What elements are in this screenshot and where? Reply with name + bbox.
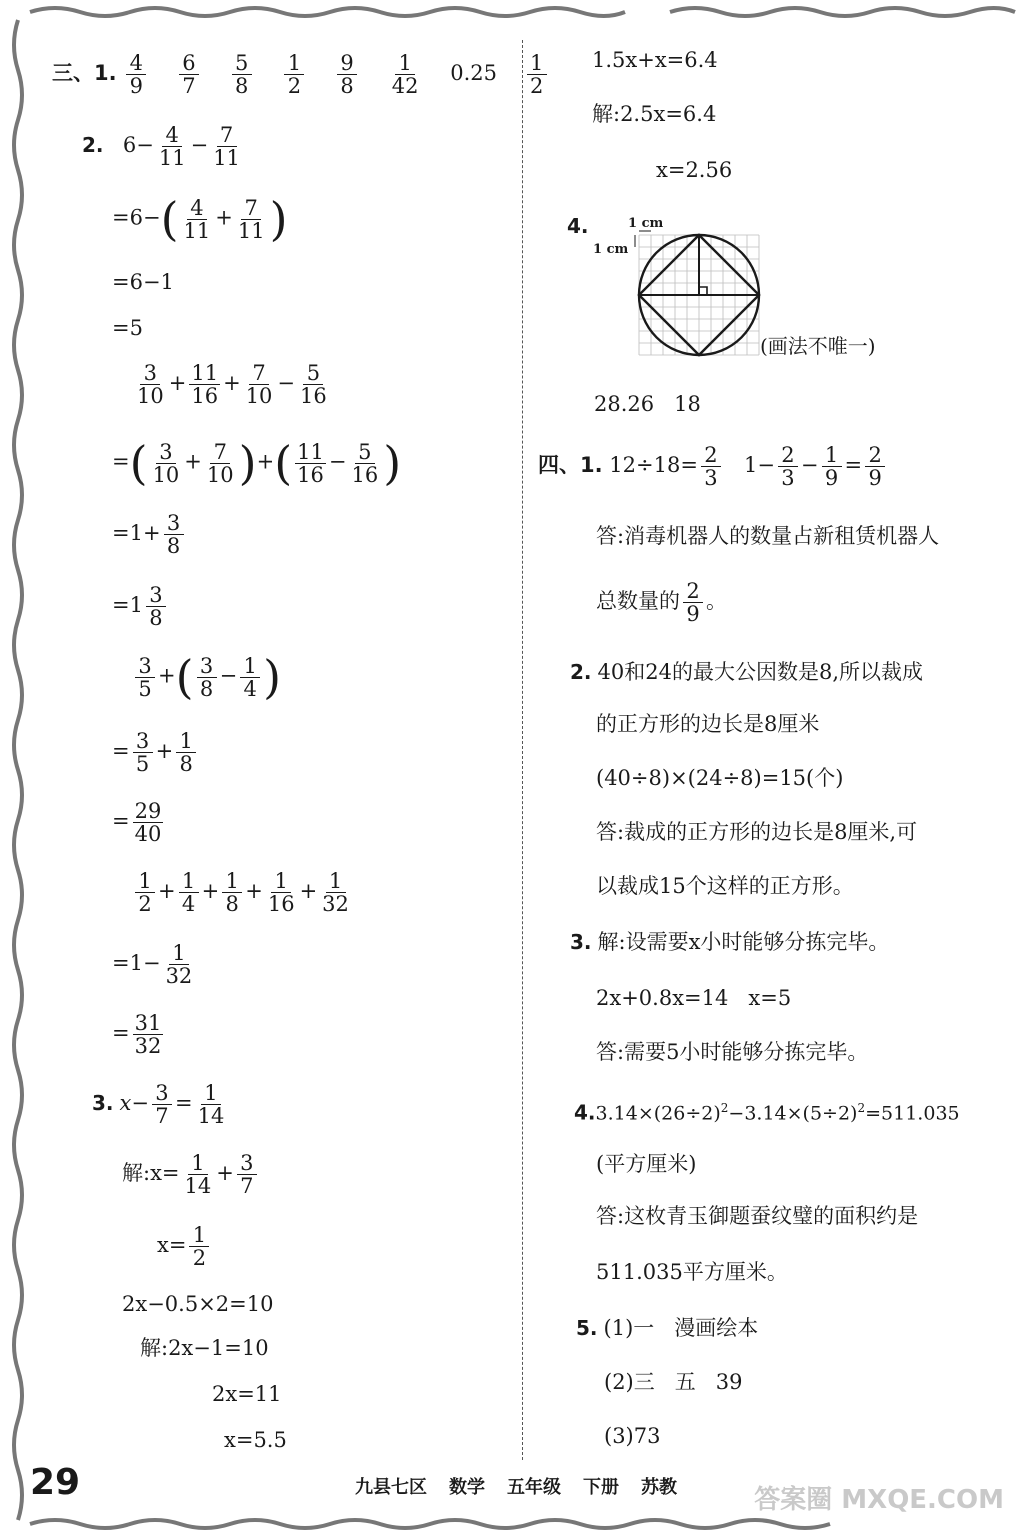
section-label: 三、1.: [52, 61, 117, 85]
decimal-answer: 0.25: [450, 61, 497, 85]
equation-line: 1.5x+x=6.4: [592, 48, 718, 72]
equation-line: 解:x= $\frac{1}{14}$ + $\frac{3}{7}$: [122, 1152, 260, 1197]
equation-line: 解:2.5x=6.4: [592, 102, 717, 126]
equation-line: 2x−0.5×2=10: [122, 1292, 274, 1316]
answer-line: (2)三 五 39: [604, 1370, 743, 1394]
answer-line: (40÷8)×(24÷8)=15(个): [596, 766, 844, 790]
answer-line: 3. 解:设需要x小时能够分拣完毕。: [570, 930, 890, 954]
fraction: $\frac{1}{2}$: [284, 52, 304, 97]
question-number: 2.: [570, 660, 592, 684]
equation-line: =1+ $\frac{3}{8}$: [112, 512, 187, 557]
answer-line: 答:裁成的正方形的边长是8厘米,可: [596, 820, 918, 844]
answer-line: 总数量的 $\frac{2}{9}$ 。: [596, 579, 727, 626]
equation-line: $\frac{1}{2}$ + $\frac{1}{4}$ + $\frac{1}{8}$ + $\frac{1}{16}$ + $\frac{1}{32}$: [132, 870, 354, 915]
page-number: 29: [30, 1462, 81, 1503]
footer-info: 九县七区 数学 五年级 下册 苏教: [355, 1477, 677, 1498]
fraction: $\frac{1}{42}$: [391, 51, 419, 98]
section-label: 四、1.: [538, 453, 603, 477]
answer-line: 511.035平方厘米。: [596, 1260, 788, 1284]
equation-line: =( $\frac{3}{10}$ + $\frac{7}{10}$ )+( $\frac{11}{16}$ − $\frac{5}{16}$ ): [112, 436, 402, 490]
equation-line: 2. 6− $\frac{4}{11}$ − $\frac{7}{11}$: [82, 123, 240, 170]
section-3-q1: [52, 52, 550, 97]
equation-line: x= $\frac{1}{2}$: [157, 1224, 212, 1269]
answer-line: (平方厘米): [596, 1152, 697, 1176]
watermark-logo: 答案圈 MXQE.COM: [754, 1485, 1004, 1515]
equation-line: $\frac{3}{5}$ +( $\frac{3}{8}$ − $\frac{1}{4}$ ): [132, 654, 281, 700]
equation-line: $\frac{3}{10}$ + $\frac{11}{16}$ + $\frac{7}{10}$ − $\frac{5}{16}$: [137, 361, 327, 408]
fraction: $\frac{5}{8}$: [232, 52, 252, 97]
equation-line: 四、1. 12÷18= $\frac{2}{3}$ 1− $\frac{2}{3}$ − $\frac{1}{9}$ = $\frac{2}{9}$: [538, 444, 888, 489]
answer-line: 5. (1)一 漫画绘本: [576, 1316, 759, 1340]
equation-line: 2x=11: [212, 1382, 282, 1406]
answer-line: 28.26 18: [594, 392, 701, 416]
answer-line: (3)73: [604, 1424, 661, 1448]
equation-line: =1− $\frac{1}{32}$: [112, 941, 193, 988]
column-divider: [522, 40, 523, 1460]
question-number: 2.: [82, 133, 104, 157]
equation-line: 3. x− $\frac{3}{7}$ = $\frac{1}{14}$: [92, 1081, 225, 1128]
answer-line: 2x+0.8x=14 x=5: [596, 986, 792, 1010]
question-number: 4.: [574, 1100, 596, 1125]
answer-line: 答:需要5小时能够分拣完毕。: [596, 1040, 869, 1064]
equation-line: 解:2x−1=10: [140, 1336, 269, 1360]
equation-line: = $\frac{31}{32}$: [112, 1011, 162, 1058]
question-number: 4.: [567, 214, 589, 238]
fraction: $\frac{6}{7}$: [179, 52, 199, 97]
figure-label-vertical: 1 cm: [593, 242, 629, 257]
equation-line: =6−1: [112, 270, 174, 294]
equation-line: =6−( $\frac{4}{11}$ + $\frac{7}{11}$ ): [112, 192, 288, 246]
equation-line: x=5.5: [224, 1428, 287, 1452]
equation-line: x=2.56: [656, 158, 733, 182]
fraction: $\frac{1}{2}$: [527, 52, 547, 97]
fraction: $\frac{4}{9}$: [126, 52, 146, 97]
equation-line: =5: [112, 316, 143, 340]
figure-note: (画法不唯一): [760, 334, 876, 358]
fraction: $\frac{9}{8}$: [337, 52, 357, 97]
answer-line: 以裁成15个这样的正方形。: [596, 874, 854, 898]
answer-line: 答:消毒机器人的数量占新租赁机器人: [596, 524, 940, 548]
answer-line: 2. 40和24的最大公因数是8,所以裁成: [570, 660, 923, 684]
answer-line: 答:这枚青玉御题蚕纹璧的面积约是: [596, 1204, 919, 1228]
equation-line: = $\frac{29}{40}$: [112, 799, 162, 846]
answer-line: $4.3.14\times(26\div 2)^2-3.14\times(5\div 2)^2=511.035$: [574, 1100, 960, 1125]
equation-line: =1 $\frac{3}{8}$: [112, 584, 169, 629]
equation-line: = $\frac{3}{5}$ + $\frac{1}{8}$: [112, 730, 199, 775]
figure-label-horizontal: 1 cm: [628, 216, 664, 231]
question-number: 5.: [576, 1316, 598, 1340]
question-number: 3.: [570, 930, 592, 954]
question-number: 3.: [92, 1091, 114, 1115]
answer-line: 的正方形的边长是8厘米: [596, 712, 820, 736]
